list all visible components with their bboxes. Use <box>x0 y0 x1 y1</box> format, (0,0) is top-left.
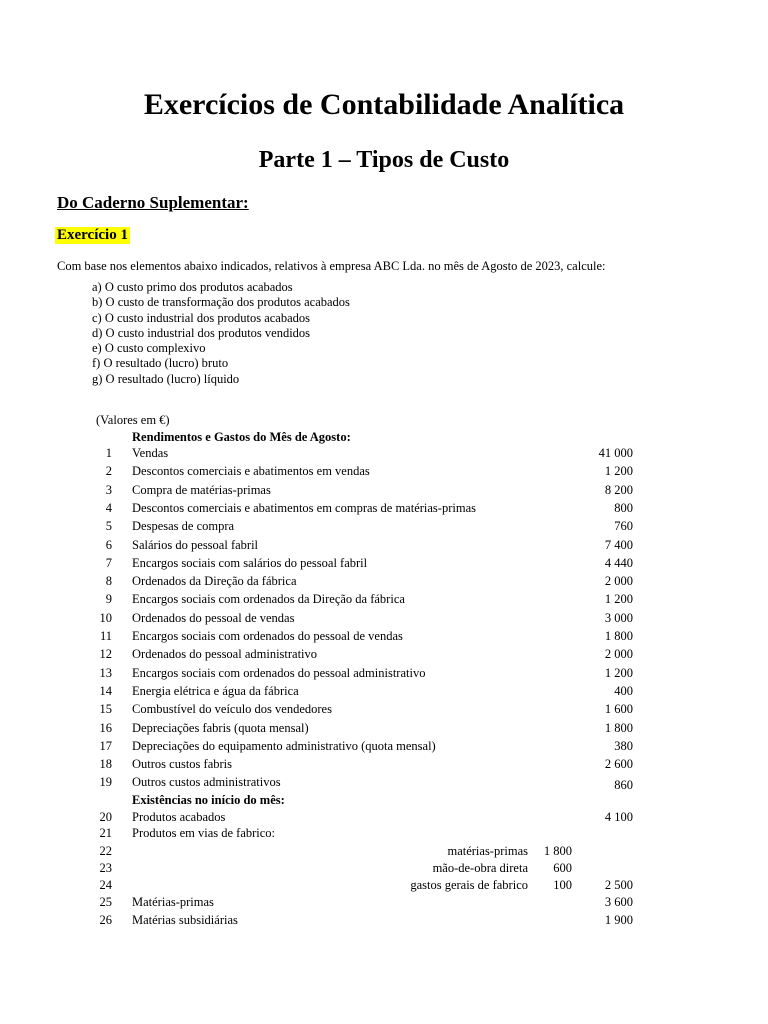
row-value: 1 800 <box>604 721 633 735</box>
table-row <box>0 517 768 535</box>
row-value: 3 600 <box>604 895 633 909</box>
row-value: 2 000 <box>604 574 633 588</box>
table-heading-stock: Existências no início do mês: <box>132 793 285 807</box>
row-description: Ordenados da Direção da fábrica <box>132 574 297 588</box>
row-value: 3 000 <box>604 611 633 625</box>
table-row <box>0 462 768 480</box>
table-row <box>0 572 768 590</box>
question-item: d) O custo industrial dos produtos vendidos <box>92 325 311 340</box>
row-description: Energia elétrica e água da fábrica <box>132 684 299 698</box>
table-row <box>0 554 768 572</box>
row-number: 2 <box>105 464 112 478</box>
units-note: (Valores em €) <box>96 413 170 427</box>
table-row <box>0 737 768 755</box>
row-subvalue: 1 800 <box>543 844 572 858</box>
row-number: 16 <box>99 721 112 735</box>
table-row <box>0 682 768 700</box>
row-value: 800 <box>614 501 633 515</box>
table-row <box>0 609 768 627</box>
row-value: 4 100 <box>604 810 633 824</box>
row-description: Outros custos administrativos <box>132 775 281 789</box>
row-description: Encargos sociais com ordenados do pessoal de vendas <box>132 629 403 643</box>
question-item: g) O resultado (lucro) líquido <box>92 371 240 386</box>
row-description: Vendas <box>132 446 169 460</box>
row-number: 19 <box>99 775 112 789</box>
table-heading-income: Rendimentos e Gastos do Mês de Agosto: <box>132 430 351 444</box>
row-number: 7 <box>105 556 112 570</box>
row-value: 1 600 <box>604 702 633 716</box>
row-value: 400 <box>614 684 633 698</box>
row-number: 12 <box>99 647 112 661</box>
row-description: Depreciações do equipamento administrativo (quota mensal) <box>132 739 436 753</box>
row-number: 3 <box>105 483 112 497</box>
row-sublabel: gastos gerais de fabrico <box>410 878 528 892</box>
row-subvalue: 600 <box>553 861 572 875</box>
row-number: 4 <box>105 501 112 515</box>
row-value: 4 440 <box>604 556 633 570</box>
table-row <box>0 911 768 929</box>
row-number: 8 <box>105 574 112 588</box>
row-value: 1 200 <box>604 592 633 606</box>
table-row <box>0 536 768 554</box>
table-row <box>0 481 768 499</box>
table-row <box>0 755 768 773</box>
page-title: Exercícios de Contabilidade Analítica <box>143 88 625 121</box>
row-number: 14 <box>99 684 112 698</box>
row-value: 8 200 <box>604 483 633 497</box>
table-row <box>0 893 768 911</box>
row-number: 13 <box>99 666 112 680</box>
question-list <box>92 280 350 387</box>
question-item: f) O resultado (lucro) bruto <box>92 356 229 371</box>
page-subtitle: Parte 1 – Tipos de Custo <box>258 147 510 173</box>
row-number: 10 <box>99 611 112 625</box>
row-number: 5 <box>105 519 112 533</box>
row-description: Encargos sociais com salários do pessoal fabril <box>132 556 368 570</box>
row-number: 15 <box>99 702 112 716</box>
row-number: 1 <box>105 446 112 460</box>
table-row <box>0 645 768 663</box>
table-row <box>0 824 768 842</box>
row-description: Ordenados do pessoal administrativo <box>132 647 318 661</box>
row-value: 760 <box>614 519 633 533</box>
row-number: 20 <box>99 810 112 824</box>
table-row <box>0 664 768 682</box>
row-value: 1 900 <box>604 913 633 927</box>
row-description: Matérias-primas <box>132 895 214 909</box>
row-number: 24 <box>99 878 112 892</box>
table-row <box>0 842 768 860</box>
row-subvalue: 100 <box>553 878 572 892</box>
row-sublabel: mão-de-obra direta <box>432 861 528 875</box>
row-number: 6 <box>105 538 112 552</box>
row-value: 1 200 <box>604 464 633 478</box>
row-value: 2 600 <box>604 757 633 771</box>
row-value: 1 200 <box>604 666 633 680</box>
row-value: 1 800 <box>604 629 633 643</box>
table-row <box>0 700 768 718</box>
intro-text: Com base nos elementos abaixo indicados, relativos à empresa ABC Lda. no mês de Agosto de 2023, calcule: <box>57 259 606 273</box>
row-sublabel: matérias-primas <box>447 844 528 858</box>
row-description: Encargos sociais com ordenados da Direção da fábrica <box>132 592 405 606</box>
row-description: Descontos comerciais e abatimentos em compras de matérias-primas <box>132 501 476 515</box>
row-description: Combustível do veículo dos vendedores <box>132 702 332 716</box>
row-number: 17 <box>99 739 112 753</box>
table-row <box>0 590 768 608</box>
table-row <box>0 627 768 645</box>
row-description: Depreciações fabris (quota mensal) <box>132 721 309 735</box>
row-value: 2 000 <box>604 647 633 661</box>
row-number: 23 <box>99 861 112 875</box>
question-item: c) O custo industrial dos produtos acabados <box>92 310 311 325</box>
row-description: Produtos acabados <box>132 810 226 824</box>
section-heading: Do Caderno Suplementar: <box>57 193 249 212</box>
row-value: 380 <box>614 739 633 753</box>
row-value: 7 400 <box>604 538 633 552</box>
row-description: Salários do pessoal fabril <box>132 538 259 552</box>
table-row <box>0 859 768 877</box>
row-number: 26 <box>99 913 112 927</box>
question-item: a) O custo primo dos produtos acabados <box>92 280 293 294</box>
row-description: Compra de matérias-primas <box>132 483 271 497</box>
exercise-label: Exercício 1 <box>57 227 128 243</box>
question-item: e) O custo complexivo <box>92 341 206 356</box>
row-description: Produtos em vias de fabrico: <box>132 826 276 840</box>
row-description: Despesas de compra <box>132 519 235 533</box>
row-number: 9 <box>105 592 112 606</box>
row-value: 2 500 <box>604 878 633 892</box>
row-number: 21 <box>99 826 112 840</box>
row-number: 25 <box>99 895 112 909</box>
row-number: 18 <box>99 757 112 771</box>
row-description: Outros custos fabris <box>132 757 232 771</box>
row-description: Encargos sociais com ordenados do pessoal administrativo <box>132 666 426 680</box>
row-value: 41 000 <box>598 446 633 460</box>
question-item: b) O custo de transformação dos produtos acabados <box>92 295 350 310</box>
row-number: 11 <box>99 629 112 643</box>
row-number: 22 <box>99 844 112 858</box>
table-row <box>0 499 768 517</box>
row-description: Ordenados do pessoal de vendas <box>132 611 295 625</box>
row-value: 860 <box>614 778 633 792</box>
table-row <box>0 444 768 462</box>
table-heading-row <box>0 791 768 809</box>
row-description: Descontos comerciais e abatimentos em vendas <box>132 464 370 478</box>
table-row <box>0 773 768 791</box>
table-row <box>0 719 768 737</box>
row-description: Matérias subsidiárias <box>132 913 238 927</box>
table-row <box>0 876 768 894</box>
